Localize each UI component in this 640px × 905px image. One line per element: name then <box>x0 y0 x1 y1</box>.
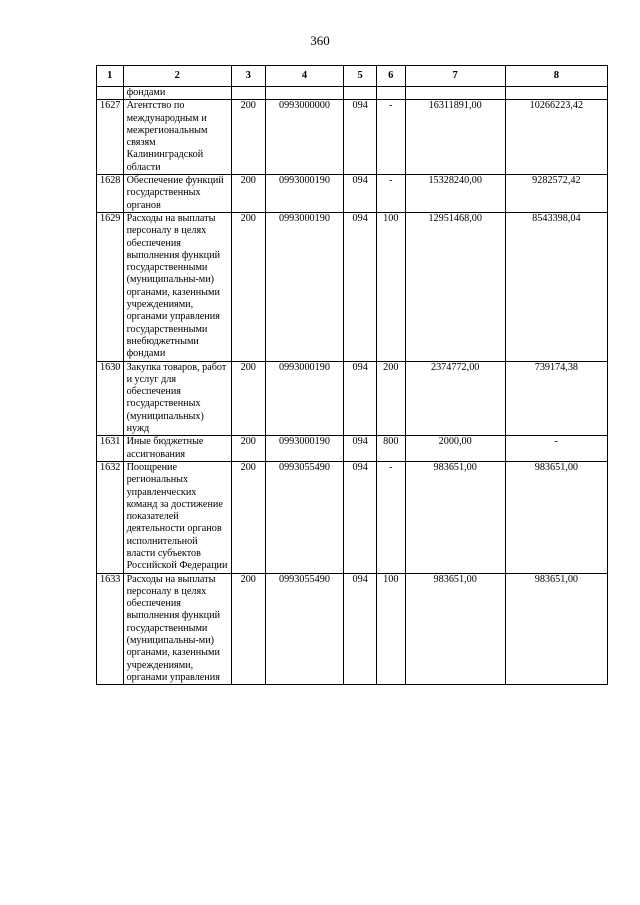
table-cell <box>231 87 265 100</box>
col-8-value: 983651,00 <box>505 573 607 685</box>
table-row <box>97 461 608 573</box>
col-3-value: 200 <box>231 175 265 213</box>
page-number: 360 <box>310 33 330 48</box>
table-cell <box>265 87 344 100</box>
col-6-value: 100 <box>377 212 406 361</box>
col-4-value: 0993000190 <box>265 212 344 361</box>
table-cell <box>405 87 505 100</box>
row-name: Закупка товаров, работ и услуг для обеспечения государственных (муниципальных) нужд <box>123 361 231 436</box>
header-cell: 1 <box>97 66 124 87</box>
row-code: 1633 <box>97 573 124 685</box>
col-5-value: 094 <box>344 175 377 213</box>
table-row <box>97 436 608 462</box>
col-3-value: 200 <box>231 461 265 573</box>
col-4-value: 0993000190 <box>265 436 344 462</box>
col-4-value: 0993055490 <box>265 573 344 685</box>
col-4-value: 0993000190 <box>265 361 344 436</box>
col-8-value: 739174,38 <box>505 361 607 436</box>
col-8-value: - <box>505 436 607 462</box>
table-cell <box>505 87 607 100</box>
col-5-value: 094 <box>344 212 377 361</box>
col-3-value: 200 <box>231 436 265 462</box>
row-code: 1629 <box>97 212 124 361</box>
col-3-value: 200 <box>231 573 265 685</box>
col-8-value: 10266223,42 <box>505 100 607 175</box>
table-row <box>97 100 608 175</box>
continuation-text: фондами <box>123 87 231 100</box>
table-cell <box>97 87 124 100</box>
row-name: Расходы на выплаты персоналу в целях обеспечения выполнения функций государственными (муниципальны-ми) органами, казенными учреждениями, органами управления государственными внебюджетными фондами <box>123 212 231 361</box>
col-6-value: 200 <box>377 361 406 436</box>
col-4-value: 0993055490 <box>265 461 344 573</box>
row-code: 1632 <box>97 461 124 573</box>
budget-table <box>96 65 608 685</box>
col-5-value: 094 <box>344 361 377 436</box>
row-code: 1630 <box>97 361 124 436</box>
continuation-row <box>97 87 608 100</box>
col-6-value: - <box>377 175 406 213</box>
col-8-value: 8543398,04 <box>505 212 607 361</box>
col-6-value: 100 <box>377 573 406 685</box>
table-row <box>97 573 608 685</box>
row-name: Агентство по международным и межрегиональным связям Калининградской области <box>123 100 231 175</box>
col-4-value: 0993000190 <box>265 175 344 213</box>
col-7-value: 2000,00 <box>405 436 505 462</box>
col-8-value: 9282572,42 <box>505 175 607 213</box>
header-cell: 5 <box>344 66 377 87</box>
header-cell: 4 <box>265 66 344 87</box>
col-4-value: 0993000000 <box>265 100 344 175</box>
header-row <box>97 66 608 87</box>
col-7-value: 15328240,00 <box>405 175 505 213</box>
row-name: Обеспечение функций государственных органов <box>123 175 231 213</box>
col-3-value: 200 <box>231 361 265 436</box>
row-name: Расходы на выплаты персоналу в целях обеспечения выполнения функций государственными (муниципальны-ми) органами, казенными учреждениями, органами управления <box>123 573 231 685</box>
col-3-value: 200 <box>231 100 265 175</box>
header-cell: 3 <box>231 66 265 87</box>
col-7-value: 12951468,00 <box>405 212 505 361</box>
table-cell <box>377 87 406 100</box>
row-code: 1628 <box>97 175 124 213</box>
table-row <box>97 361 608 436</box>
col-5-value: 094 <box>344 436 377 462</box>
col-7-value: 983651,00 <box>405 573 505 685</box>
table-row <box>97 175 608 213</box>
row-code: 1627 <box>97 100 124 175</box>
row-name: Поощрение региональных управленческих команд за достижение показателей деятельности органов исполнительной власти субъектов Российской Федерации <box>123 461 231 573</box>
col-5-value: 094 <box>344 461 377 573</box>
col-8-value: 983651,00 <box>505 461 607 573</box>
header-cell: 2 <box>123 66 231 87</box>
col-6-value: - <box>377 100 406 175</box>
col-7-value: 2374772,00 <box>405 361 505 436</box>
col-7-value: 16311891,00 <box>405 100 505 175</box>
row-name: Иные бюджетные ассигнования <box>123 436 231 462</box>
col-5-value: 094 <box>344 573 377 685</box>
header-cell: 7 <box>405 66 505 87</box>
col-6-value: - <box>377 461 406 573</box>
col-5-value: 094 <box>344 100 377 175</box>
col-7-value: 983651,00 <box>405 461 505 573</box>
table-cell <box>344 87 377 100</box>
row-code: 1631 <box>97 436 124 462</box>
header-cell: 6 <box>377 66 406 87</box>
col-6-value: 800 <box>377 436 406 462</box>
table-row <box>97 212 608 361</box>
header-cell: 8 <box>505 66 607 87</box>
col-3-value: 200 <box>231 212 265 361</box>
